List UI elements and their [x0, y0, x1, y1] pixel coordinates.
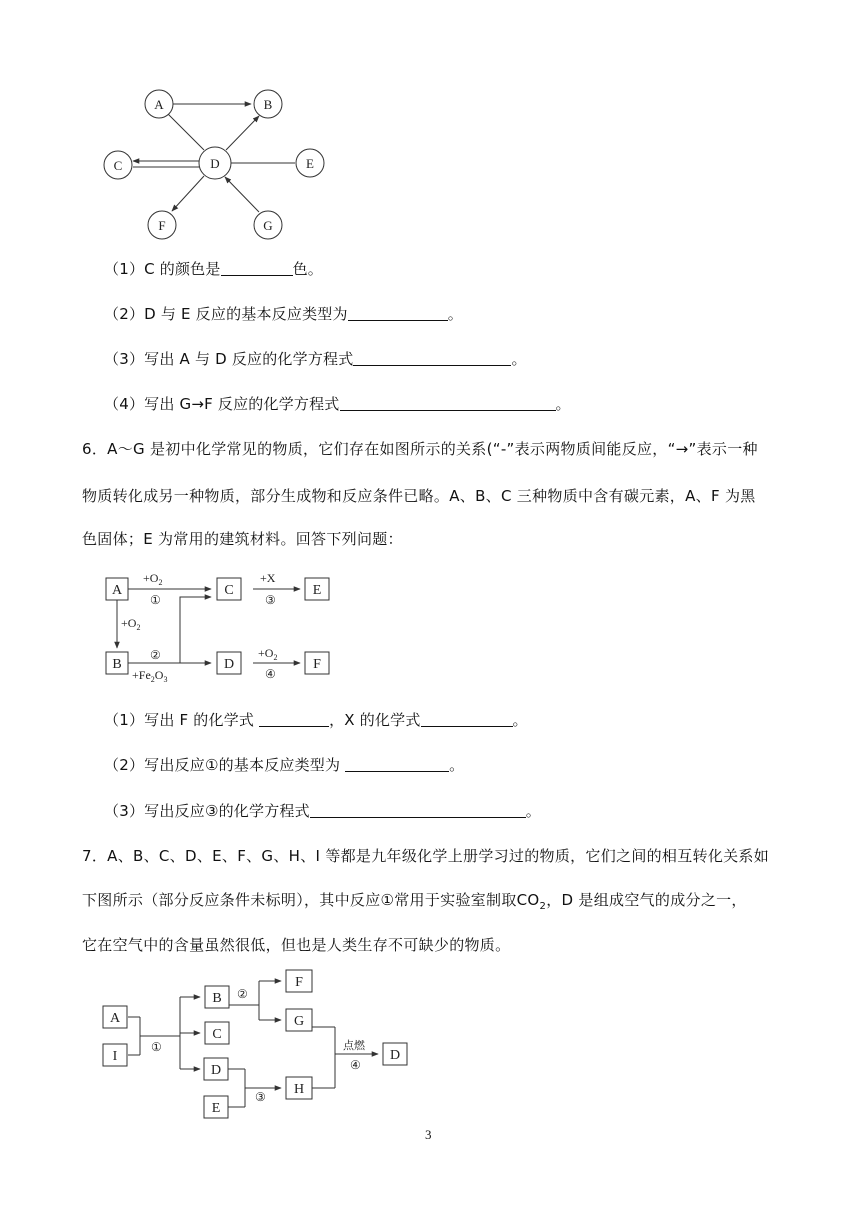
answer-blank[interactable]	[221, 261, 293, 276]
answer-blank[interactable]	[353, 351, 511, 366]
answer-blank[interactable]	[345, 757, 449, 772]
label-circle-1: ①	[150, 593, 161, 607]
flow-diagram-q6	[95, 565, 345, 690]
box-label-d: D	[210, 1063, 222, 1078]
q6-sub1: （1）写出 F 的化学式 ，X 的化学式 。	[104, 711, 528, 729]
q7-stem-line3: 它在空气中的含量虽然很低，但也是人类生存不可缺少的物质。	[82, 936, 511, 954]
label-circle-2: ②	[150, 648, 161, 662]
box-label-f: F	[313, 657, 321, 672]
node-label-d: D	[210, 156, 220, 171]
box-label-c: C	[224, 583, 234, 598]
label-circle-4: ④	[265, 667, 276, 681]
box-label-d-product: D	[389, 1048, 401, 1063]
answer-blank[interactable]	[348, 306, 448, 321]
label-o2-ab: $+O_2$	[121, 616, 141, 632]
box-label-d: D	[223, 657, 235, 672]
box-label-b: B	[212, 991, 222, 1006]
node-label-f: F	[158, 218, 166, 233]
node-label-e: E	[306, 156, 314, 171]
box-label-e: E	[211, 1101, 221, 1116]
box-label-f: F	[295, 975, 303, 990]
q6-stem-line1: 6．A～G 是初中化学常见的物质，它们存在如图所示的关系(“-”表示两物质间能反应，“→”表示一种	[82, 440, 758, 458]
q6-stem-line3: 色固体；E 为常用的建筑材料。回答下列问题：	[82, 530, 403, 548]
answer-blank[interactable]	[310, 803, 526, 818]
node-label-c: C	[113, 158, 123, 173]
q5-sub4: （4）写出 G→F 反应的化学方程式 。	[104, 395, 571, 413]
box-label-i: I	[112, 1049, 118, 1064]
q5-sub2: （2）D 与 E 反应的基本反应类型为 。	[104, 305, 463, 323]
answer-blank[interactable]	[421, 712, 513, 727]
node-label-a: A	[154, 97, 164, 112]
label-circle-2: ②	[237, 987, 248, 1001]
box-label-h: H	[293, 1082, 305, 1097]
box-label-g: G	[293, 1014, 305, 1029]
q7-stem-line2: 下图所示（部分反应条件未标明），其中反应①常用于实验室制取$CO_2$，D 是组成空气的成分之一，	[82, 891, 747, 912]
q5-sub3: （3）写出 A 与 D 反应的化学方程式 。	[104, 350, 527, 368]
page-number: 3	[425, 1127, 432, 1142]
flow-diagram-q7	[95, 965, 415, 1120]
label-x: +X	[260, 571, 276, 585]
box-label-a: A	[111, 583, 123, 598]
label-circle-3: ③	[265, 593, 276, 607]
label-ignite: 点燃	[343, 1039, 365, 1052]
box-label-b: B	[112, 657, 122, 672]
answer-blank[interactable]	[259, 712, 329, 727]
label-fe2o3: $+Fe_2O_3$	[132, 668, 168, 684]
label-o2-reaction1: $+O_2$	[143, 571, 163, 587]
box-label-c: C	[212, 1027, 222, 1042]
node-label-g: G	[263, 218, 273, 233]
answer-blank[interactable]	[340, 396, 556, 411]
q6-stem-line2: 物质转化成另一种物质，部分生成物和反应条件已略。A、B、C 三种物质中含有碳元素，A、F 为黑	[82, 487, 756, 505]
q7-stem-line1: 7．A、B、C、D、E、F、G、H、I 等都是九年级化学上册学习过的物质，它们之间的相互转化关系如	[82, 847, 770, 865]
q6-sub2: （2）写出反应①的基本反应类型为 。	[104, 756, 465, 774]
q5-sub1: （1）C 的颜色是 色。	[104, 260, 323, 278]
box-label-a: A	[109, 1011, 121, 1026]
node-label-b: B	[263, 97, 273, 112]
label-circle-4: ④	[350, 1058, 361, 1072]
q6-sub3: （3）写出反应③的化学方程式 。	[104, 802, 541, 820]
label-o2-reaction4: $+O_2$	[258, 646, 278, 662]
relation-diagram-1	[95, 85, 335, 245]
label-circle-1: ①	[151, 1040, 162, 1054]
box-label-e: E	[312, 583, 322, 598]
label-circle-3: ③	[255, 1090, 266, 1104]
